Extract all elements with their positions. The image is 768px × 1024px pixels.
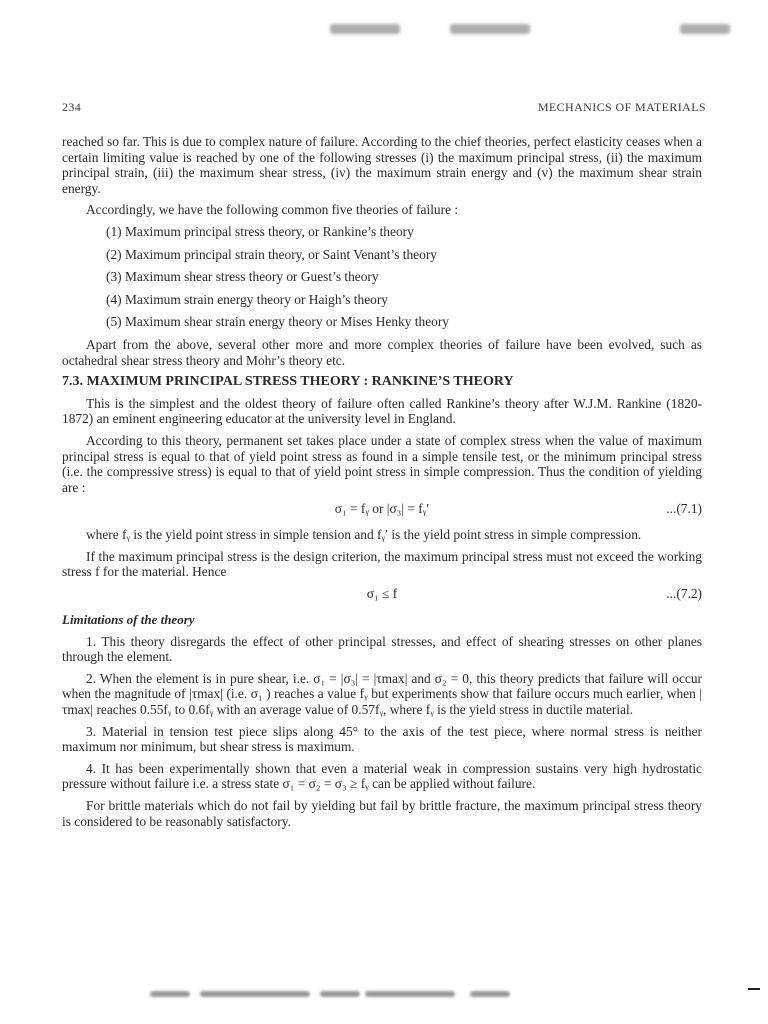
equation-expression: σ₁ ≤ f [366,586,398,602]
equation-7-2 [62,586,702,606]
limitation-item: 2. When the element is in pure shear, i.e. σ₁ = |σ₃| = |τmax| and σ₂ = 0, this theory predicts that failure will occur when the magnitude of |τmax| (i.e. σ₁ ) reaches a value fᵧ but experiments show that failure occurs much earlier, when |τmax| reaches 0.55fᵧ to 0.6fᵧ with an average value of 0.57fᵧ, where fᵧ is the yield stress in ductile material. [62,670,702,718]
limitation-item: 1. This theory disregards the effect of other principal stresses, and effect of shearing stresses on other planes through the element. [62,633,702,665]
paragraph-rankine-condition: According to this theory, permanent set takes place under a state of complex stress when the value of maximum principal stress is equal to that of yield point stress as found in a simple tensile test, or the minimum principal stress (i.e. the compressive stress) is equal to that of yield point stress in simple compression. Thus the condition of yielding are : [62,432,702,495]
scan-bleed-through-bottom [150,988,768,1002]
page-number: 234 [62,100,82,114]
paragraph-yield-definitions: where fᵧ is the yield point stress in simple tension and fᵧ′ is the yield point stress in simple compression. [86,527,642,543]
page-body [62,134,702,835]
theories-list [62,224,702,330]
running-head [62,100,706,116]
limitations-heading: Limitations of the theory [62,612,195,628]
running-title: MECHANICS OF MATERIALS [537,100,706,114]
equation-7-1 [62,501,702,521]
scan-bleed-through-top [300,22,740,38]
equation-expression: σ₁ = fᵧ or |σ₃| = fᵧ′ [334,501,430,517]
list-item: (1) Maximum principal stress theory, or Rankine’s theory [106,223,414,239]
list-item: (5) Maximum shear strain energy theory or Mises Henky theory [106,314,449,330]
paragraph-rankine-intro: This is the simplest and the oldest theory of failure often called Rankine’s theory after W.J.M. Rankine (1820-1872) an eminent engineering educator at the university level in England. [62,395,702,427]
paragraph-design-criterion: If the maximum principal stress is the design criterion, the maximum principal stress must not exceed the working stress f for the material. Hence [62,548,702,580]
list-item: (2) Maximum principal strain theory, or Saint Venant’s theory [106,246,437,262]
list-item: (4) Maximum strain energy theory or Haigh’s theory [106,291,389,307]
paragraph-other-theories: Apart from the above, several other more and more complex theories of failure have been evolved, such as octahedral shear stress theory and Mohr’s theory etc. [62,336,702,368]
limitation-item: 3. Material in tension test piece slips along 45° to the axis of the test piece, where normal stress is neither maximum nor minimum, but shear stress is maximum. [62,723,702,755]
paragraph-intro: reached so far. This is due to complex nature of failure. According to the chief theories, perfect elasticity ceases when a certain limiting value is reached by one of the following stresses (i) the maximum principal stress, (ii) the maximum principal strain, (iii) the maximum shear stress, (iv) the maximum strain energy and (v) the maximum shear strain energy. [62,134,702,196]
list-item: (3) Maximum shear stress theory or Guest’s theory [106,269,379,285]
equation-number: ...(7.1) [666,501,702,517]
edge-mark [748,988,760,990]
equation-number: ...(7.2) [666,586,702,602]
section-heading: 7.3. MAXIMUM PRINCIPAL STRESS THEORY : RANKINE’S THEORY [62,374,514,390]
paragraph-theories-lead: Accordingly, we have the following common five theories of failure : [86,202,459,218]
paragraph-brittle-materials: For brittle materials which do not fail by yielding but fail by brittle fracture, the maximum principal stress theory is considered to be reasonably satisfactory. [62,798,702,829]
limitation-item: 4. It has been experimentally shown that even a material weak in compression sustains very high hydrostatic pressure without failure i.e. a stress state σ₁ = σ₂ = σ₃ ≥ fᵧ can be applied without failure. [62,760,702,792]
